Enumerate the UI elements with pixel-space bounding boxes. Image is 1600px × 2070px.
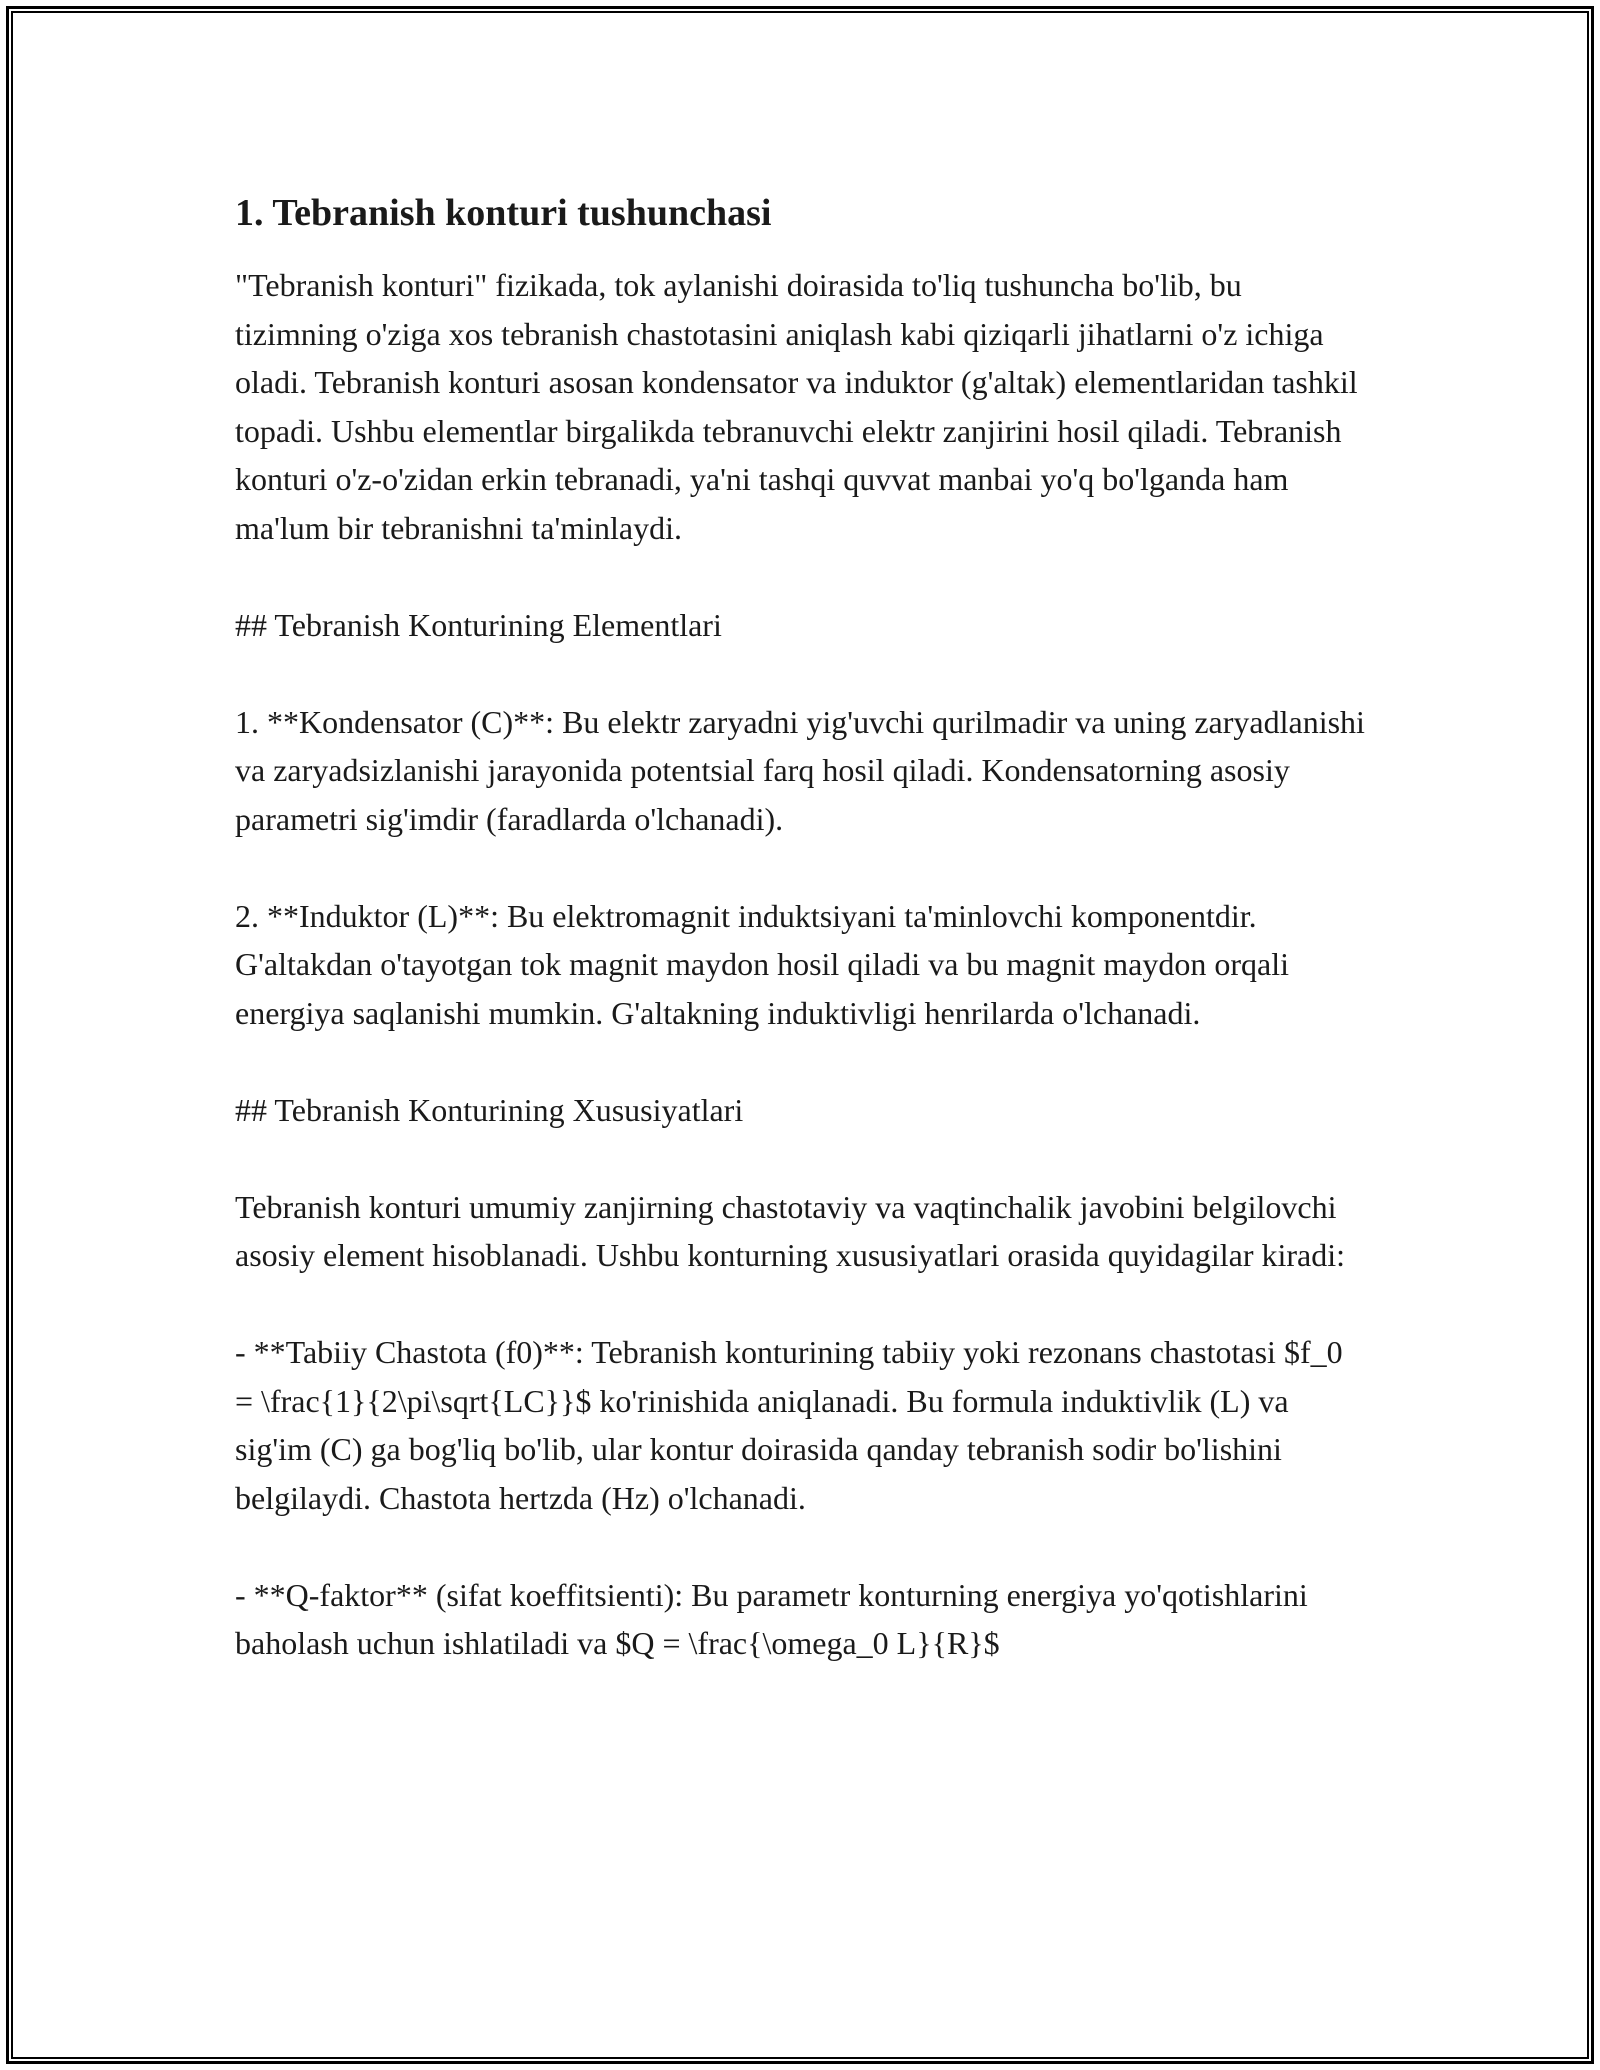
section-heading-properties: ## Tebranish Konturining Xususiyatlari (235, 1091, 744, 1128)
document-title: 1. Tebranish konturi tushunchasi (235, 192, 772, 234)
document-body (235, 185, 1365, 1668)
properties-paragraph: Tebranish konturi umumiy zanjirning chastotaviy va vaqtinchalik javobini belgilovchi asosiy element hisoblanadi. Ushbu konturning xususiyatlari orasida quyidagilar kiradi: (235, 1188, 1346, 1273)
list-item-capacitor: 1. **Kondensator (C)**: Bu elektr zaryadni yig'uvchi qurilmadir va uning zaryadlanishi va zaryadsizlanishi jarayonida potentsial farq hosil qiladi. Kondensatorning asosiy parametri sig'imdir (faradlarda o'lchanadi). (235, 703, 1365, 837)
section-heading-elements: ## Tebranish Konturining Elementlari (235, 606, 722, 643)
list-item-inductor: 2. **Induktor (L)**: Bu elektromagnit induktsiyani ta'minlovchi komponentdir. G'altakdan o'tayotgan tok magnit maydon hosil qiladi va bu magnit maydon orqali energiya saqlanishi mumkin. G'altakning induktivligi henrilarda o'lchanadi. (235, 897, 1289, 1031)
intro-paragraph: "Tebranish konturi" fizikada, tok aylanishi doirasida to'liq tushuncha bo'lib, bu tizimning o'ziga xos tebranish chastotasini aniqlash kabi qiziqarli jihatlarni o'z ichiga oladi. Tebranish konturi asosan kondensator va induktor (g'altak) elementlaridan tashkil topadi. Ushbu elementlar birgalikda tebranuvchi elektr zanjirini hosil qiladi. Tebranish konturi o'z-o'zidan erkin tebranadi, ya'ni tashqi quvvat manbai yo'q bo'lganda ham ma'lum bir tebranishni ta'minlaydi. (235, 267, 1358, 546)
list-item-natural-frequency: - **Tabiiy Chastota (f0)**: Tebranish konturining tabiiy yoki rezonans chastotasi $f_0 = \frac{1}{2\pi\sqrt{LC}}$ ko'rinishida aniqlanadi. Bu formula induktivlik (L) va sig'im (C) ga bog'liq bo'lib, ular kontur doirasida qanday tebranish sodir bo'lishini belgilaydi. Chastota hertzda (Hz) o'lchanadi. (235, 1334, 1343, 1516)
list-item-q-factor: - **Q-faktor** (sifat koeffitsienti): Bu parametr konturning energiya yo'qotishlarini baholash uchun ishlatiladi va $Q = \frac{\omega_0 L}{R}$ (235, 1576, 1308, 1661)
